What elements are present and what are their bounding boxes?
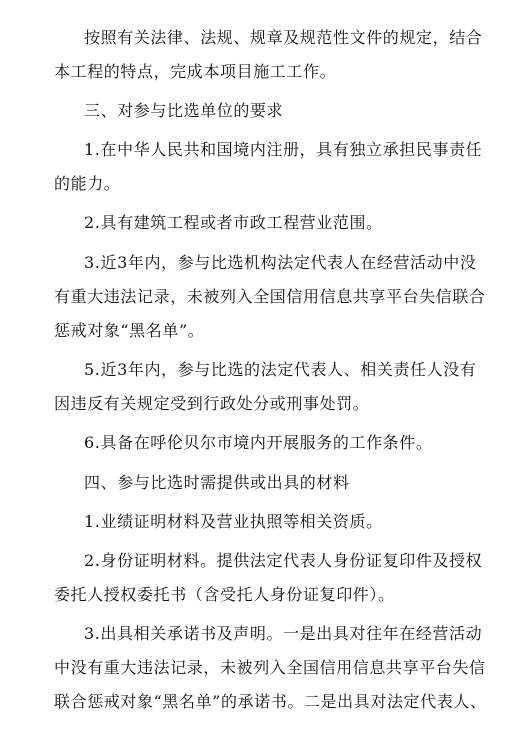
paragraph-line: 按照有关法律、法规、规章及规范性文件的规定，结合 bbox=[84, 28, 483, 47]
list-item: 1.在中华人民共和国境内注册，具有独立承担民事责任 bbox=[84, 140, 483, 159]
section-heading: 三、对参与比选单位的要求 bbox=[84, 101, 284, 120]
list-item: 6.具备在呼伦贝尔市境内开展服务的工作条件。 bbox=[84, 433, 433, 452]
list-item: 3.近3年内，参与比选机构法定代表人在经营活动中没 bbox=[84, 253, 477, 272]
list-item: 2.身份证明材料。提供法定代表人身份证复印件及授权 bbox=[84, 551, 483, 570]
list-item: 5.近3年内，参与比选的法定代表人、相关责任人没有 bbox=[84, 360, 477, 379]
list-item-continuation: 有重大违法记录，未被列入全国信用信息共享平台失信联合 bbox=[54, 287, 486, 306]
list-item: 2.具有建筑工程或者市政工程营业范围。 bbox=[84, 213, 383, 232]
list-item-continuation: 联合惩戒对象“黑名单”的承诺书。二是出具对法定代表人、 bbox=[54, 692, 487, 711]
list-item: 3.出具相关承诺书及声明。一是出具对往年在经营活动 bbox=[84, 624, 483, 643]
list-item-continuation: 惩戒对象“黑名单”。 bbox=[54, 321, 205, 340]
section-heading: 四、参与比选时需提供或出具的材料 bbox=[84, 473, 350, 492]
list-item-continuation: 因违反有关规定受到行政处分或刑事处罚。 bbox=[54, 394, 370, 413]
list-item-continuation: 的能力。 bbox=[54, 174, 121, 193]
list-item: 1.业绩证明材料及营业执照等相关资质。 bbox=[84, 512, 383, 531]
list-item-continuation: 委托人授权委托书（含受托人身份证复印件）。 bbox=[54, 585, 395, 604]
paragraph-line: 本工程的特点，完成本项目施工工作。 bbox=[54, 62, 337, 81]
list-item-continuation: 中没有重大违法记录，未被列入全国信用信息共享平台失信 bbox=[54, 658, 486, 677]
